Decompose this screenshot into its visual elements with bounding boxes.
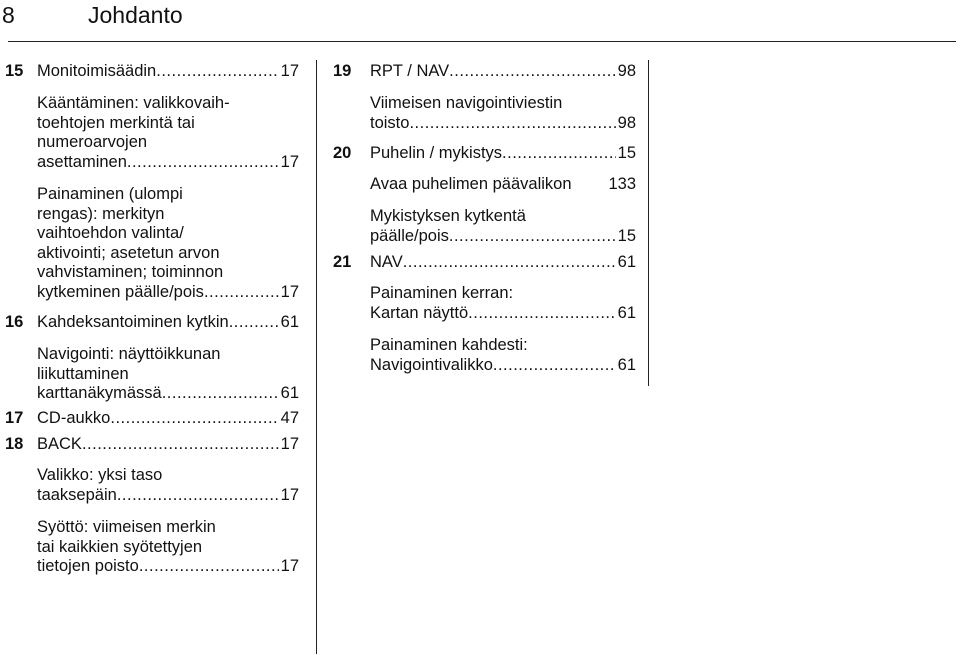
- dot-leader: [110, 409, 278, 429]
- dot-leader: [82, 435, 279, 455]
- entry-last-line: [37, 62, 299, 82]
- callout-number: 19: [333, 62, 352, 80]
- callout-number: 21: [333, 253, 352, 271]
- index-entry: [37, 435, 299, 455]
- page-reference[interactable]: 17: [280, 152, 299, 171]
- dot-leader: [229, 313, 279, 333]
- entry-text-line: Painaminen kahdesti:: [370, 336, 528, 354]
- entry-text-line: toehtojen merkintä tai: [37, 113, 195, 132]
- dot-leader: [156, 62, 278, 82]
- page-reference[interactable]: 17: [280, 435, 299, 453]
- entry-last-line: [370, 253, 636, 273]
- entry-last-line: [37, 153, 299, 173]
- index-entry: [370, 253, 636, 273]
- entry-last-line: [37, 384, 299, 404]
- page-reference[interactable]: 98: [617, 62, 636, 80]
- entry-label: toisto: [370, 113, 410, 132]
- index-entry: [370, 94, 636, 133]
- index-entry: [37, 518, 299, 577]
- page-reference[interactable]: 61: [617, 253, 636, 271]
- page-reference[interactable]: 61: [617, 355, 636, 374]
- page-reference[interactable]: 47: [280, 409, 299, 427]
- page-reference[interactable]: 61: [280, 384, 299, 403]
- index-entry: [37, 94, 299, 172]
- dot-leader: [493, 356, 616, 376]
- entry-label: päälle/pois: [370, 226, 449, 245]
- dot-leader: [204, 283, 279, 303]
- dot-leader: [117, 486, 279, 506]
- index-entry: [370, 62, 636, 82]
- entry-label: Monitoimisäädin: [37, 62, 157, 80]
- entry-label: karttanäkymässä: [37, 384, 162, 403]
- dot-leader: [409, 114, 615, 134]
- entry-label: NAV: [370, 253, 403, 271]
- entry-label: tietojen poisto: [37, 557, 139, 576]
- page-reference[interactable]: 15: [617, 144, 636, 162]
- entry-text-line: Painaminen (ulompi: [37, 185, 183, 203]
- entry-text-line: Valikko: yksi taso: [37, 466, 163, 484]
- entry-text-line: Navigointi: näyttöikkunan: [37, 345, 221, 363]
- index-entry: [370, 284, 636, 323]
- entry-label: kytkeminen päälle/pois: [37, 282, 204, 301]
- entry-label: asettaminen: [37, 152, 127, 171]
- entry-last-line: [37, 486, 299, 506]
- index-entry: [37, 185, 299, 303]
- callout-number: 16: [5, 313, 24, 331]
- entry-label: taaksepäin: [37, 485, 117, 504]
- page-reference[interactable]: 17: [280, 485, 299, 504]
- index-entry: [370, 336, 636, 375]
- page-reference[interactable]: 61: [280, 313, 299, 331]
- entry-text-line: aktivointi; asetetun arvon: [37, 243, 220, 262]
- dot-leader: [139, 557, 279, 577]
- entry-last-line: [370, 114, 636, 134]
- entry-text-line: vaihtoehdon valinta/: [37, 224, 184, 243]
- entry-label: RPT / NAV: [370, 62, 450, 80]
- entry-text-line: liikuttaminen: [37, 364, 129, 383]
- page-number: 8: [2, 2, 15, 28]
- entry-last-line: [370, 227, 636, 247]
- entry-label: Puhelin / mykistys: [370, 144, 503, 162]
- entry-text-line: numeroarvojen: [37, 133, 148, 152]
- column-divider: [316, 60, 317, 654]
- column-divider: [648, 60, 649, 386]
- dot-leader: [468, 304, 615, 324]
- entry-last-line: [370, 175, 636, 195]
- entry-last-line: [370, 62, 636, 82]
- page-header: [0, 0, 960, 44]
- entry-label: Navigointivalikko: [370, 355, 493, 374]
- entry-text-line: Kääntäminen: valikkovaih-: [37, 94, 230, 112]
- entry-label: Avaa puhelimen päävalikon: [370, 175, 572, 193]
- index-entry: [37, 466, 299, 505]
- index-entry: [37, 345, 299, 404]
- entry-last-line: [370, 304, 636, 324]
- dot-leader: [403, 253, 616, 273]
- entry-text-line: Mykistyksen kytkentä: [370, 207, 526, 225]
- entry-last-line: [370, 356, 636, 376]
- entry-text-line: Syöttö: viimeisen merkin: [37, 518, 216, 536]
- dot-leader: [162, 384, 279, 404]
- index-entry: [37, 409, 299, 429]
- callout-number: 18: [5, 435, 24, 453]
- entry-last-line: [37, 435, 299, 455]
- entry-gap: [572, 175, 607, 195]
- entry-label: BACK: [37, 435, 82, 453]
- entry-text-line: tai kaikkien syötettyjen: [37, 537, 203, 556]
- chapter-title: Johdanto: [88, 2, 183, 28]
- page-reference[interactable]: 17: [280, 282, 299, 301]
- page-reference[interactable]: 17: [280, 557, 299, 576]
- index-entry: [37, 313, 299, 333]
- entry-text-line: vahvistaminen; toiminnon: [37, 263, 224, 282]
- page-reference[interactable]: 17: [280, 62, 299, 80]
- index-entry: [370, 175, 636, 195]
- dot-leader: [502, 144, 616, 164]
- entry-text-line: Painaminen kerran:: [370, 284, 514, 302]
- entry-last-line: [37, 313, 299, 333]
- callout-number: 20: [333, 144, 352, 162]
- dot-leader: [449, 62, 615, 82]
- index-entry: [370, 207, 636, 246]
- page-reference[interactable]: 98: [617, 113, 636, 132]
- callout-number: 17: [5, 409, 24, 427]
- dot-leader: [127, 153, 279, 173]
- entry-text-line: rengas): merkityn: [37, 204, 165, 223]
- index-entry: [370, 144, 636, 164]
- entry-last-line: [37, 557, 299, 577]
- callout-number: 15: [5, 62, 24, 80]
- entry-last-line: [37, 283, 299, 303]
- entry-text-line: Viimeisen navigointiviestin: [370, 94, 563, 112]
- entry-label: Kahdeksantoiminen kytkin: [37, 313, 229, 331]
- entry-label: Kartan näyttö: [370, 303, 469, 322]
- entry-last-line: [37, 409, 299, 429]
- page-reference[interactable]: 133: [608, 175, 636, 193]
- entry-last-line: [370, 144, 636, 164]
- dot-leader: [449, 227, 616, 247]
- page-reference[interactable]: 61: [617, 303, 636, 322]
- header-rule: [8, 41, 956, 42]
- entry-label: CD-aukko: [37, 409, 111, 427]
- index-entry: [37, 62, 299, 82]
- page-reference[interactable]: 15: [617, 226, 636, 245]
